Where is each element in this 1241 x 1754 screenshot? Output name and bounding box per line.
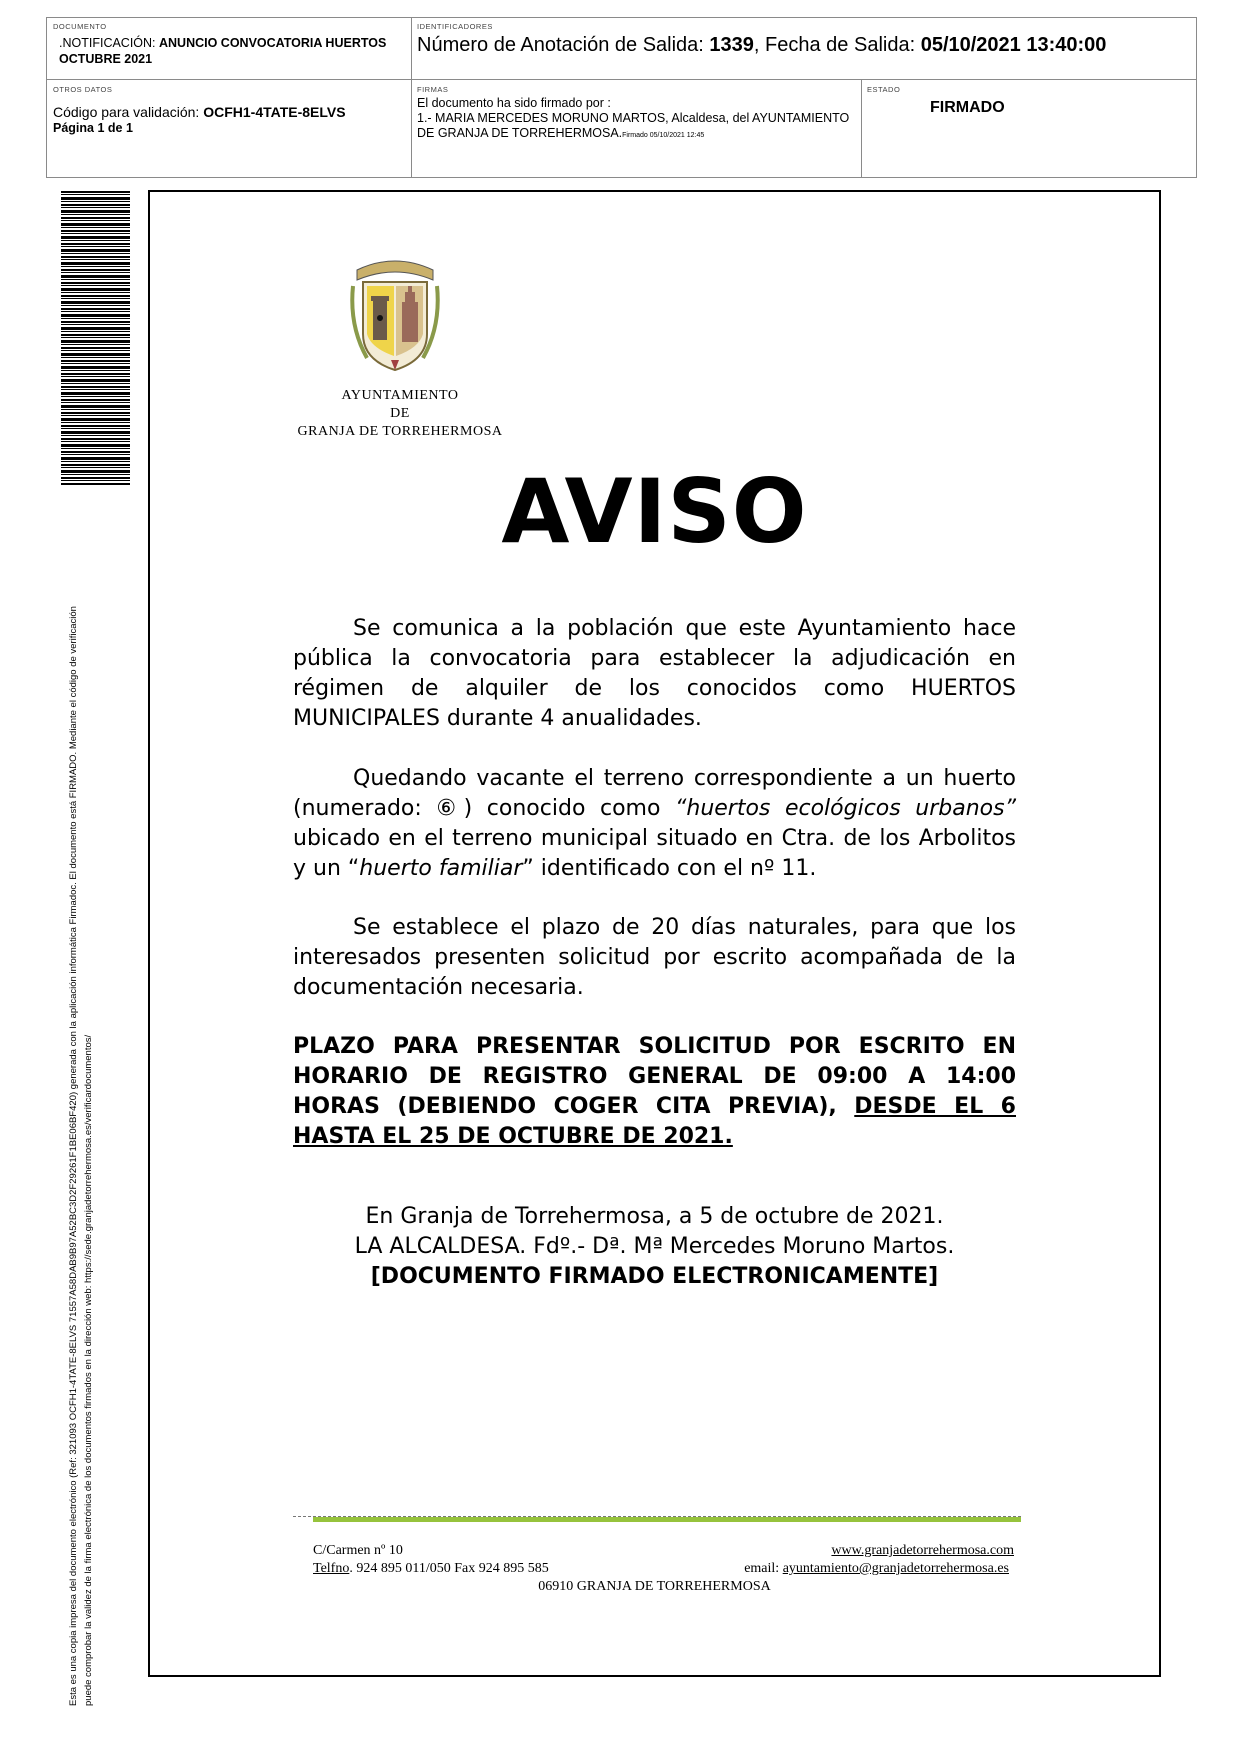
identificadores-label: IDENTIFICADORES <box>417 22 493 31</box>
logo-line-2: DE <box>390 406 410 421</box>
paragraph-3-text: Se establece el plazo de 20 días naturales, para que los interesados presenten solicitud por escrito acompañada de la documentación necesaria. <box>293 915 1016 1000</box>
firmante: 1.- MARIA MERCEDES MORUNO MARTOS, Alcaldesa, del AYUNTAMIENTO DE GRANJA DE TORREHERMOSA. <box>417 111 850 140</box>
footer-address: C/Carmen nº 10 <box>313 1543 403 1558</box>
documento-title: ANUNCIO CONVOCATORIA HUERTOS OCTUBRE 2021 <box>59 36 387 66</box>
otros-datos-cell <box>53 85 405 136</box>
fecha-value: 05/10/2021 13:40:00 <box>920 34 1107 56</box>
firmas-line1: El documento ha sido firmado por : <box>417 96 611 110</box>
pagina: Página 1 de 1 <box>53 121 133 135</box>
side-line-2: puede comprobar la validez de la firma electrónica de los documentos firmados en la dirección web: https://sede.granjadetorrehermosa.es/verificardocumentos/ <box>83 1034 94 1706</box>
side-line-1: Esta es una copia impresa del documento electrónico (Ref: 321093 OCFH1-4TATE-8ELVS 71557A58DAB9B97A52BC3D2F29261F1BE06BF420) generada con la aplicación informática Firmadoc. El documento está FIRMADO. Mediante el código de verificación <box>68 606 79 1706</box>
estado-cell <box>867 85 1192 117</box>
footer-web-link[interactable]: www.granjadetorrehermosa.com <box>831 1543 1014 1558</box>
header-divider <box>411 18 412 177</box>
fecha-label: , Fecha de Salida: <box>753 34 921 56</box>
barcode <box>61 191 130 485</box>
ayuntamiento-logo-text <box>260 387 540 441</box>
paragraph-1-text: Se comunica a la población que este Ayuntamiento hace pública la convocatoria para establecer la adjudicación en régimen de alquiler de los conocidos como HUERTOS MUNICIPALES durante 4 anualidades. <box>293 616 1016 731</box>
paragraph-2-e: ” identificado con el nº 11. <box>522 856 817 881</box>
paragraph-3 <box>293 913 1016 1003</box>
side-verification-text <box>68 486 108 1706</box>
documento-label: DOCUMENTO <box>53 22 107 31</box>
paragraph-2-b: “huertos ecológicos urbanos” <box>674 796 1016 821</box>
footer-postal: 06910 GRANJA DE TORREHERMOSA <box>538 1579 771 1594</box>
documento-cell <box>53 22 405 67</box>
plazo-notice <box>293 1032 1016 1152</box>
header-divider <box>861 80 862 177</box>
documento-prefix: .NOTIFICACIÓN: <box>59 36 159 50</box>
logo-line-1: AYUNTAMIENTO <box>341 388 459 403</box>
footer-web[interactable] <box>831 1542 1014 1559</box>
footer-email <box>744 1560 1009 1577</box>
firmas-label: FIRMAS <box>417 85 449 94</box>
footer-email-label: email: <box>744 1561 783 1576</box>
logo-line-3: GRANJA DE TORREHERMOSA <box>297 424 503 439</box>
plazo-dates: DESDE EL 6 HASTA EL 25 DE OCTUBRE DE 2021. <box>293 1094 1016 1149</box>
closing-block <box>150 1202 1159 1292</box>
footer-phone-label: Telfno <box>313 1561 350 1576</box>
estado-label: ESTADO <box>867 85 901 94</box>
codigo-label: Código para validación: <box>53 104 204 120</box>
paragraph-1 <box>293 614 1016 734</box>
codigo-validacion <box>53 104 405 121</box>
header-divider <box>47 79 1196 80</box>
closing-place-date: En Granja de Torrehermosa, a 5 de octubre de 2021. <box>365 1204 944 1229</box>
paragraph-2-c: ubicado en el terreno municipal situado en Ctra. de los Arbolitos y un “ <box>293 826 1016 881</box>
document-frame <box>148 190 1161 1677</box>
otros-datos-label: OTROS DATOS <box>53 85 113 94</box>
footer-phone-value: . 924 895 011/050 Fax 924 895 585 <box>349 1561 549 1576</box>
closing-signatory: LA ALCALDESA. Fdº.- Dª. Mª Mercedes Moruno Martos. <box>354 1234 955 1259</box>
firmas-cell <box>417 85 857 143</box>
identificadores-cell <box>417 22 1117 57</box>
page-title: AVISO <box>501 460 808 563</box>
closing-signed-note: [DOCUMENTO FIRMADO ELECTRONICAMENTE] <box>370 1264 939 1289</box>
firmas-line2 <box>417 111 857 143</box>
firmado-timestamp: Firmado 05/10/2021 12:45 <box>622 132 705 139</box>
footer-phone <box>313 1560 549 1577</box>
footer-green-bar <box>313 1517 1021 1522</box>
identificadores-value <box>417 33 1117 57</box>
footer-email-link[interactable]: ayuntamiento@granjadetorrehermosa.es <box>782 1561 1009 1576</box>
numero-label: Número de Anotación de Salida: <box>417 34 710 56</box>
estado-value: FIRMADO <box>930 99 1005 116</box>
coat-of-arms-icon <box>347 256 443 376</box>
document-header <box>46 17 1197 178</box>
numero-value: 1339 <box>709 34 754 56</box>
plazo-text: PLAZO PARA PRESENTAR SOLICITUD POR ESCRITO EN HORARIO DE REGISTRO GENERAL DE 09:00 A 14:00 HORAS (DEBIENDO COGER CITA PREVIA), <box>293 1034 1016 1119</box>
paragraph-2 <box>293 764 1016 884</box>
documento-value <box>53 35 405 67</box>
codigo-value: OCFH1-4TATE-8ELVS <box>203 104 346 120</box>
paragraph-2-a: Quedando vacante el terreno correspondiente a un huerto (numerado: ⑥) conocido como <box>293 766 1016 821</box>
paragraph-2-d: huerto familiar <box>359 856 523 881</box>
